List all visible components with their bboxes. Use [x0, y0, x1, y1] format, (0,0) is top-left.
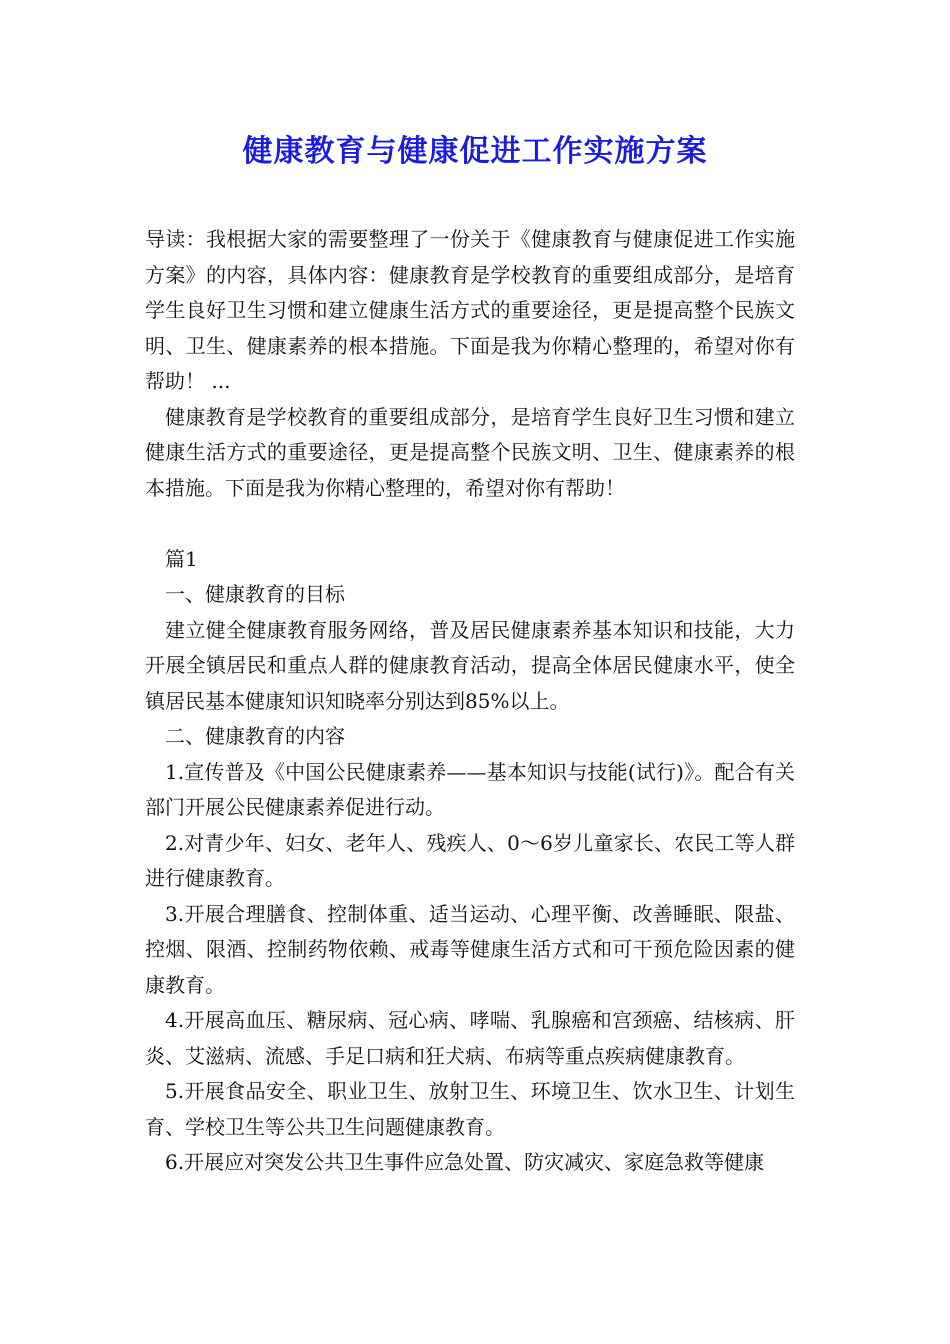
- list-item-4: 4.开展高血压、糖尿病、冠心病、哮喘、乳腺癌和宫颈癌、结核病、肝炎、艾滋病、流感、手足口病和狂犬病、布病等重点疾病健康教育。: [145, 1008, 795, 1068]
- list-item-3: 3.开展合理膳食、控制体重、适当运动、心理平衡、改善睡眠、限盐、控烟、限酒、控制药物依赖、戒毒等健康生活方式和可干预危险因素的健康教育。: [145, 901, 795, 997]
- list-item-1: 1.宣传普及《中国公民健康素养——基本知识与技能(试行)》。配合有关部门开展公民健康素养促进行动。: [145, 759, 795, 819]
- list-item-5: 5.开展食品安全、职业卫生、放射卫生、环境卫生、饮水卫生、计划生育、学校卫生等公共卫生问题健康教育。: [145, 1079, 795, 1139]
- heading-goals: 一、健康教育的目标: [165, 582, 345, 606]
- page-title: 健康教育与健康促进工作实施方案: [242, 134, 708, 169]
- list-item-2: 2.对青少年、妇女、老年人、残疾人、0～6岁儿童家长、农民工等人群进行健康教育。: [145, 830, 795, 890]
- document-body: [145, 222, 795, 1181]
- list-item-6: 6.开展应对突发公共卫生事件应急处置、防灾减灾、家庭急救等健康: [165, 1150, 765, 1174]
- intro-paragraph: 导读：我根据大家的需要整理了一份关于《健康教育与健康促进工作实施方案》的内容，具体内容：健康教育是学校教育的重要组成部分，是培育学生良好卫生习惯和建立健康生活方式的重要途径，更是提高整个民族文明、卫生、健康素养的根本措施。下面是我为你精心整理的，希望对你有帮助！ ...: [145, 227, 795, 393]
- blank-line: [145, 506, 795, 542]
- section-label: 篇1: [165, 546, 198, 571]
- goals-paragraph: 建立健全健康教育服务网络，普及居民健康素养基本知识和技能，大力开展全镇居民和重点人群的健康教育活动，提高全体居民健康水平，使全镇居民基本健康知识知晓率分别达到85%以上。: [145, 617, 795, 713]
- summary-paragraph: 健康教育是学校教育的重要组成部分，是培育学生良好卫生习惯和建立健康生活方式的重要途径，更是提高整个民族文明、卫生、健康素养的根本措施。下面是我为你精心整理的，希望对你有帮助！: [145, 404, 795, 500]
- heading-content: 二、健康教育的内容: [165, 724, 345, 748]
